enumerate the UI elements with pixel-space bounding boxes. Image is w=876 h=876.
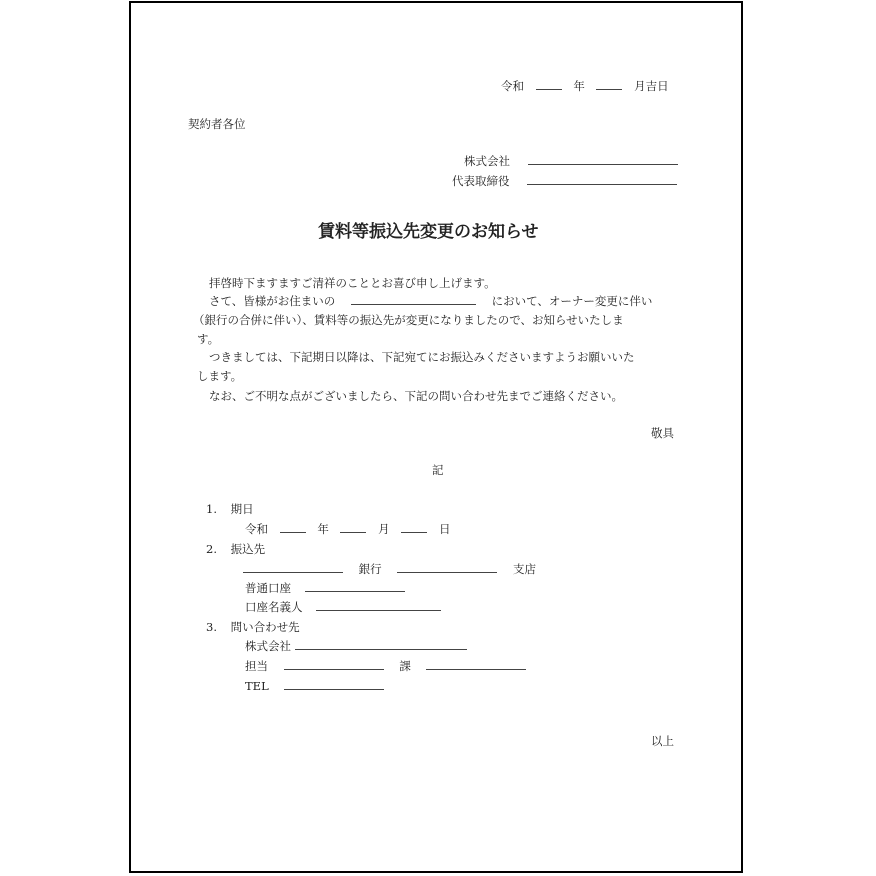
person-label: 担当 bbox=[245, 659, 268, 673]
body-line-2 bbox=[209, 294, 652, 308]
representative-label: 代表取締役 bbox=[452, 174, 510, 188]
item-1-date bbox=[245, 522, 450, 536]
company-blank bbox=[528, 154, 678, 165]
item-3-heading bbox=[206, 620, 300, 634]
account-name-label: 口座名義人 bbox=[245, 600, 303, 614]
person-blank bbox=[284, 659, 384, 670]
month-blank bbox=[596, 79, 622, 90]
document-title: 賃料等振込先変更のお知らせ bbox=[318, 222, 539, 242]
item-1-day-blank bbox=[401, 522, 427, 533]
ki-heading: 記 bbox=[432, 463, 444, 477]
sender-representative bbox=[452, 174, 677, 188]
end-ijo: 以上 bbox=[651, 734, 674, 748]
item-3-label: 問い合わせ先 bbox=[230, 620, 300, 634]
tel-blank bbox=[284, 679, 384, 690]
body-line-6: します。 bbox=[197, 369, 243, 383]
item-1-year-blank bbox=[280, 522, 306, 533]
tel-label: TEL bbox=[245, 679, 269, 693]
body-line-3: （銀行の合併に伴い）、賃料等の振込先が変更になりましたので、お知らせいたしま bbox=[193, 313, 624, 327]
item-1-heading bbox=[206, 502, 254, 516]
residence-blank bbox=[351, 294, 476, 305]
item-1-month: 月 bbox=[378, 522, 390, 536]
item-2-number: 2. bbox=[206, 542, 217, 556]
account-name-line bbox=[245, 600, 441, 614]
body-line-2b: において、オーナー変更に伴い bbox=[491, 294, 653, 308]
section-label: 課 bbox=[399, 659, 411, 673]
item-2-label: 振込先 bbox=[230, 542, 266, 556]
date-line bbox=[501, 79, 669, 93]
item-1-year: 年 bbox=[317, 522, 329, 536]
bank-name-blank bbox=[243, 562, 343, 573]
body-line-1: 拝啓時下ますますご清祥のこととお喜び申し上げます。 bbox=[209, 276, 496, 290]
body-line-4: す。 bbox=[197, 332, 220, 346]
recipient: 契約者各位 bbox=[188, 117, 246, 131]
item-1-era: 令和 bbox=[245, 522, 268, 536]
account-type-label: 普通口座 bbox=[245, 581, 291, 595]
item-1-month-blank bbox=[340, 522, 366, 533]
company-label: 株式会社 bbox=[464, 154, 510, 168]
bank-line bbox=[243, 562, 536, 576]
body-line-5: つきましては、下記期日以降は、下記宛てにお振込みくださいますようお願いいた bbox=[209, 350, 635, 364]
item-1-day: 日 bbox=[438, 522, 451, 536]
date-year: 年 bbox=[573, 79, 585, 93]
representative-blank bbox=[527, 174, 677, 185]
body-line-2a: さて、皆様がお住まいの bbox=[209, 294, 336, 308]
branch-name-blank bbox=[397, 562, 497, 573]
document-page bbox=[129, 1, 743, 873]
account-type-line bbox=[245, 581, 405, 595]
item-3-number: 3. bbox=[206, 620, 217, 634]
body-line-7: なお、ご不明な点がございましたら、下記の問い合わせ先までご連絡ください。 bbox=[209, 389, 623, 403]
contact-company-label: 株式会社 bbox=[245, 639, 291, 653]
year-blank bbox=[536, 79, 562, 90]
account-number-blank bbox=[305, 581, 405, 592]
contact-tel-line bbox=[245, 679, 384, 693]
date-monthday: 月吉日 bbox=[634, 79, 669, 93]
branch-label: 支店 bbox=[512, 562, 536, 576]
contact-company-line bbox=[245, 639, 467, 653]
closing-keigu: 敬具 bbox=[651, 426, 674, 440]
item-1-number: 1. bbox=[206, 502, 217, 516]
item-1-label: 期日 bbox=[230, 502, 254, 516]
contact-person-line bbox=[245, 659, 526, 673]
date-era: 令和 bbox=[501, 79, 524, 93]
account-name-blank bbox=[316, 600, 441, 611]
bank-label: 銀行 bbox=[358, 562, 382, 576]
item-2-heading bbox=[206, 542, 265, 556]
section-blank bbox=[426, 659, 526, 670]
contact-company-blank bbox=[295, 639, 467, 650]
sender-company bbox=[464, 154, 678, 168]
